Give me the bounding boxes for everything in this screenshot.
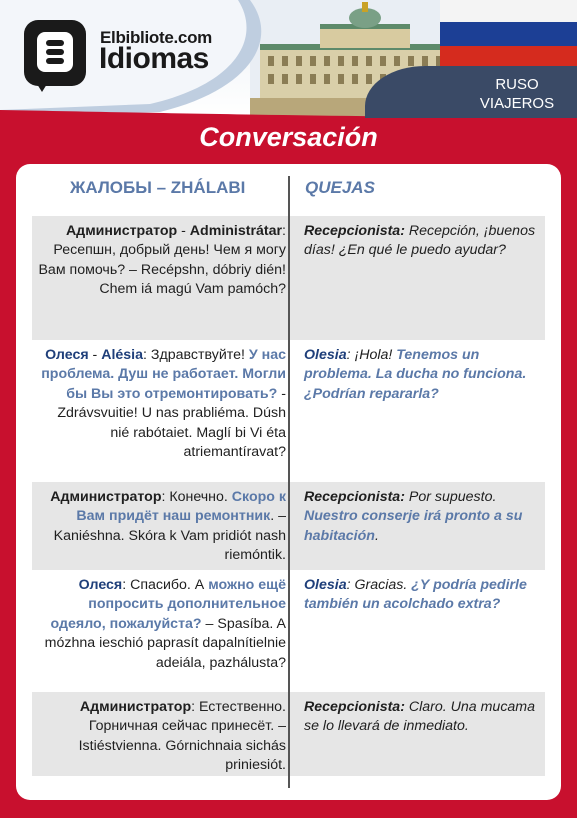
conversation-card <box>16 164 561 800</box>
badge-level: VIAJEROS <box>479 95 555 112</box>
speaker-name: Администратор <box>79 699 192 715</box>
russian-cell <box>38 488 286 566</box>
column-header-spanish: QUEJAS <box>305 178 375 197</box>
speaker-name: Олеся <box>45 347 89 363</box>
russian-text: : Ресепшн, добрый день! Чем я могу Вам помочь? – Recépshn, dóbriy dién! Chem iá magú Vam pamóch? <box>38 223 286 298</box>
speaker-name: Администратор <box>65 223 178 239</box>
brand-site: Elbibliote.com <box>100 28 212 47</box>
column-divider <box>288 176 290 788</box>
speaker-transliteration: Alésia <box>101 347 144 363</box>
russian-text: : Здравствуйте! <box>143 347 249 363</box>
spanish-text: : Gracias. <box>346 577 412 593</box>
separator: - <box>177 223 190 239</box>
spanish-text: : ¡Hola! <box>346 347 397 363</box>
russian-text: : Естественно. Горничная сейчас принесёт. – Istiéstvienna. Górnichnaia sichás priniesiót. <box>78 699 286 774</box>
speaker-name: Olesia <box>304 577 347 593</box>
highlighted-phrase: У нас проблема. Душ не работает. Могли бы Вы это отремонтировать? <box>41 347 286 402</box>
highlighted-phrase: Nuestro conserje irá pronto a su habitación <box>304 508 523 544</box>
separator: - <box>88 347 102 363</box>
spanish-text-end: . <box>374 527 379 544</box>
speaker-transliteration: Administrátar <box>189 223 283 239</box>
spanish-text: Por supuesto. <box>404 489 497 505</box>
russian-cell <box>38 222 286 300</box>
brand-name: Idiomas <box>99 42 209 75</box>
speaker-name: Recepcionista: <box>304 699 405 715</box>
highlighted-phrase: ¿Y podría pedirle también un acolchado extra? <box>304 577 527 613</box>
highlighted-phrase: Скоро к Вам придёт наш ремонтник <box>76 489 286 525</box>
speaker-name: Olesia <box>304 347 347 363</box>
speaker-name: Олеся <box>78 577 123 593</box>
spanish-cell <box>304 222 540 261</box>
russian-text: : Конечно. <box>161 489 232 505</box>
page-title: Conversación <box>199 122 378 152</box>
speaker-name: Recepcionista: <box>304 489 405 505</box>
speaker-name: Администратор <box>50 489 162 505</box>
russian-cell <box>38 698 286 776</box>
logo-icon <box>24 20 86 86</box>
highlighted-phrase: можно ещё попросить дополнительное одеяло, пожалуйста? <box>50 577 286 632</box>
russian-cell <box>38 576 286 673</box>
transliteration-text: . – Kaniéshna. Skóra k Vam pridiót nash riemóntik. <box>53 508 286 564</box>
spanish-cell <box>304 576 540 615</box>
spanish-cell <box>304 698 540 737</box>
badge-language: RUSO <box>495 76 539 93</box>
highlighted-phrase: Tenemos un problema. La ducha no funciona. ¿Podrían repararla? <box>304 347 527 402</box>
level-badge <box>365 66 577 118</box>
spanish-cell <box>304 346 540 404</box>
transliteration-text: – Spasíba. A mózhna ieschió paprasít dapalnítielnie adeiála, pazhálusta? <box>44 615 286 671</box>
russian-cell <box>38 346 286 462</box>
header <box>0 0 577 118</box>
spanish-cell <box>304 488 540 546</box>
russian-text: : Спасибо. А <box>122 577 209 593</box>
column-header-russian: ЖАЛОБЫ – ZHÁLABI <box>70 178 246 197</box>
speaker-name: Recepcionista: <box>304 223 405 239</box>
spanish-text: Recepción, ¡buenos días! ¿En qué le puedo ayudar? <box>304 223 536 259</box>
transliteration-text: - Zdrávsvuitie! U nas prabliéma. Dúsh nié rabótaiet. Maglí bi Vi éta atriemantíravat? <box>57 385 286 461</box>
spanish-text: Claro. Una mucama se lo llevará de inmediato. <box>304 699 536 735</box>
